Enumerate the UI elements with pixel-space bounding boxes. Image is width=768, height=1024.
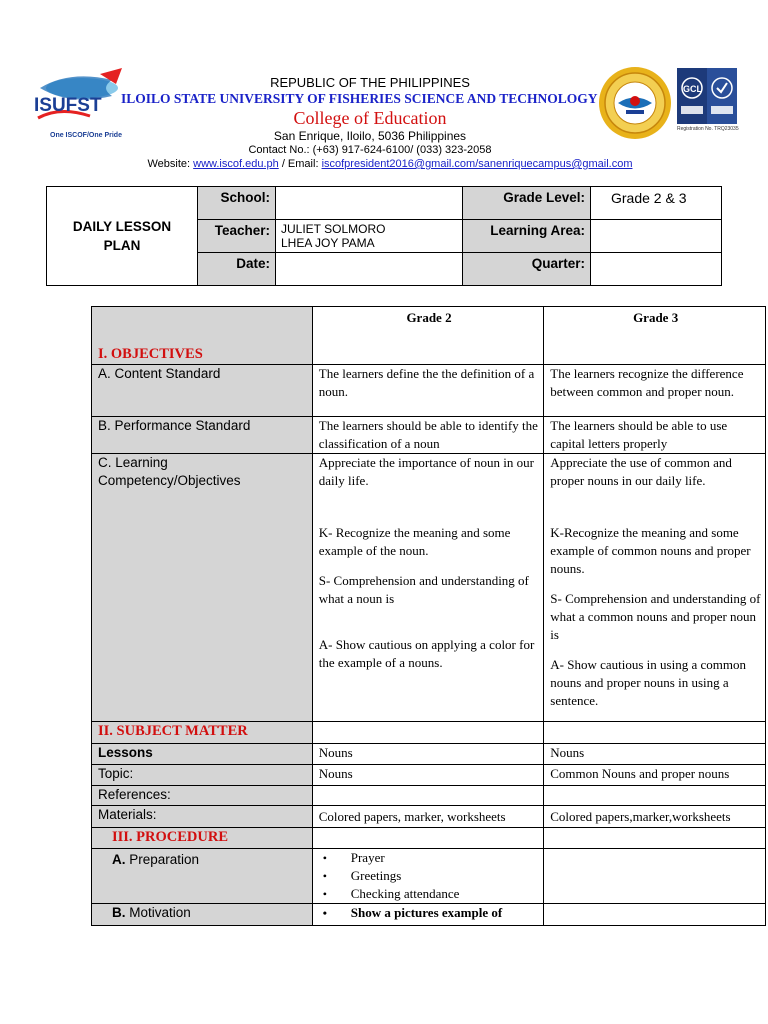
learning-competency-grade-3 — [544, 454, 766, 722]
date-value[interactable] — [276, 253, 463, 286]
list-item: • Greetings — [323, 867, 540, 885]
lessons-row — [92, 744, 766, 765]
teacher-value[interactable] — [276, 220, 463, 253]
lessons-grade-3: Nouns — [544, 744, 766, 765]
competency-g2-appreciate: Appreciate the importance of noun in our daily life. — [318, 455, 534, 488]
procedure-heading-row — [92, 828, 766, 849]
subject-matter-heading: II. SUBJECT MATTER — [98, 723, 248, 739]
competency-label-line-1: C. Learning — [98, 455, 168, 470]
subject-matter-grade-3-empty — [544, 722, 766, 744]
gcl-certification-icon — [677, 68, 737, 132]
objectives-heading: I. OBJECTIVES — [98, 346, 203, 362]
topic-label: Topic: — [92, 765, 313, 786]
college-name: College of Education — [293, 108, 447, 128]
preparation-list — [319, 849, 540, 903]
list-item: • Checking attendance — [323, 885, 540, 903]
university-seal-icon — [598, 66, 672, 140]
gcl-text: GCL — [683, 84, 702, 94]
learning-competency-label — [92, 454, 313, 722]
materials-label: Materials: — [92, 806, 313, 828]
email-link[interactable]: iscofpresident2016@gmail.com/sanenriquecampus@gmail.com — [321, 158, 633, 170]
grade-level-value[interactable]: Grade 2 & 3 — [591, 187, 722, 220]
motivation-grade-2 — [312, 904, 544, 926]
contact-line: Contact No.: (+63) 917-624-6100/ (033) 323-2058 — [248, 144, 492, 156]
references-row — [92, 786, 766, 806]
motivation-label — [92, 904, 313, 926]
preparation-letter: A. — [112, 852, 126, 867]
quarter-value[interactable] — [591, 253, 722, 286]
performance-standard-grade-3: The learners should be able to use capital letters properly — [544, 417, 766, 454]
lessons-grade-2: Nouns — [312, 744, 544, 765]
grade-2-column-header: Grade 2 — [312, 307, 544, 365]
competency-g3-skill: S- Comprehension and understanding of what a common nouns and proper noun is — [550, 591, 761, 642]
topic-grade-2: Nouns — [312, 765, 544, 786]
content-standard-row — [92, 365, 766, 417]
motivation-row — [92, 904, 766, 926]
preparation-grade-2 — [312, 849, 544, 904]
procedure-heading: III. PROCEDURE — [112, 829, 229, 845]
references-grade-3 — [544, 786, 766, 806]
school-value[interactable] — [276, 187, 463, 220]
preparation-row — [92, 849, 766, 904]
competency-g2-skill: S- Comprehension and understanding of what a noun is — [318, 573, 529, 606]
materials-grade-3: Colored papers,marker,worksheets — [544, 806, 766, 828]
university-name: ILOILO STATE UNIVERSITY OF FISHERIES SCIENCE AND TECHNOLOGY — [121, 91, 598, 106]
procedure-grade-2-empty — [312, 828, 544, 849]
letterhead — [0, 0, 768, 180]
content-standard-grade-2: The learners define the the definition of a noun. — [312, 365, 544, 417]
address-line: San Enrique, Iloilo, 5036 Philippines — [273, 129, 467, 143]
content-standard-label: A. Content Standard — [92, 365, 313, 417]
subject-matter-grade-2-empty — [312, 722, 544, 744]
motivation-list — [319, 904, 540, 922]
preparation-text: Preparation — [125, 852, 200, 867]
subject-matter-heading-cell — [92, 722, 313, 744]
competency-g2-knowledge: K- Recognize the meaning and some example of the noun. — [318, 525, 511, 558]
lesson-plan-table — [91, 306, 766, 926]
subject-matter-heading-row — [92, 722, 766, 744]
lesson-info-table — [46, 186, 722, 286]
email-label: / Email: — [278, 158, 322, 170]
web-email-line — [0, 158, 768, 170]
performance-standard-label: B. Performance Standard — [92, 417, 313, 454]
preparation-label — [92, 849, 313, 904]
preparation-grade-3-empty — [544, 849, 766, 904]
list-item: • Prayer — [323, 849, 540, 867]
logo-text: ISUFST — [34, 95, 102, 116]
learning-area-label: Learning Area: — [463, 220, 591, 253]
teacher-name-1: JULIET SOLMORO — [281, 222, 386, 236]
objectives-heading-cell — [92, 307, 313, 365]
school-label: School: — [198, 187, 276, 220]
competency-g3-appreciate: Appreciate the use of common and proper nouns in our daily life. — [550, 455, 732, 488]
info-row-school — [47, 187, 722, 220]
republic-line: REPUBLIC OF THE PHILIPPINES — [270, 75, 470, 90]
competency-g3-attitude: A- Show cautious in using a common nouns and proper nouns in using a sentence. — [550, 657, 746, 708]
motivation-text: Motivation — [125, 905, 191, 920]
plan-header-row — [92, 307, 766, 365]
motivation-letter: B. — [112, 905, 126, 920]
grade-3-column-header: Grade 3 — [544, 307, 766, 365]
title-line-2: PLAN — [103, 238, 141, 253]
content-standard-grade-3: The learners recognize the difference between common and proper noun. — [544, 365, 766, 417]
motivation-grade-3-empty — [544, 904, 766, 926]
topic-row — [92, 765, 766, 786]
performance-standard-row — [92, 417, 766, 454]
date-label: Date: — [198, 253, 276, 286]
learning-competency-row — [92, 454, 766, 722]
logo-motto: One ISCOF/One Pride — [50, 132, 122, 139]
website-link[interactable]: www.iscof.edu.ph — [193, 158, 279, 170]
certification-registration: Registration No. TRQ23035 — [677, 126, 739, 132]
quarter-label: Quarter: — [463, 253, 591, 286]
references-grade-2 — [312, 786, 544, 806]
competency-g2-attitude: A- Show cautious on applying a color for the example of a nouns. — [318, 637, 535, 670]
learning-area-value[interactable] — [591, 220, 722, 253]
performance-standard-grade-2: The learners should be able to identify the classification of a noun — [312, 417, 544, 454]
website-label: Website: — [147, 158, 194, 170]
teacher-name-2: LHEA JOY PAMA — [281, 236, 375, 250]
references-label: References: — [92, 786, 313, 806]
daily-lesson-plan-title — [47, 187, 198, 286]
competency-g3-knowledge: K-Recognize the meaning and some example of common nouns and proper nouns. — [550, 525, 751, 576]
lessons-label: Lessons — [92, 744, 313, 765]
procedure-grade-3-empty — [544, 828, 766, 849]
learning-competency-grade-2 — [312, 454, 544, 722]
materials-grade-2: Colored papers, marker, worksheets — [312, 806, 544, 828]
procedure-heading-cell — [92, 828, 313, 849]
competency-label-line-2: Competency/Objectives — [98, 473, 241, 488]
title-line-1: DAILY LESSON — [72, 219, 172, 234]
list-item: • Show a pictures example of — [323, 904, 540, 922]
topic-grade-3: Common Nouns and proper nouns — [544, 765, 766, 786]
materials-row — [92, 806, 766, 828]
teacher-label: Teacher: — [198, 220, 276, 253]
grade-level-label: Grade Level: — [463, 187, 591, 220]
